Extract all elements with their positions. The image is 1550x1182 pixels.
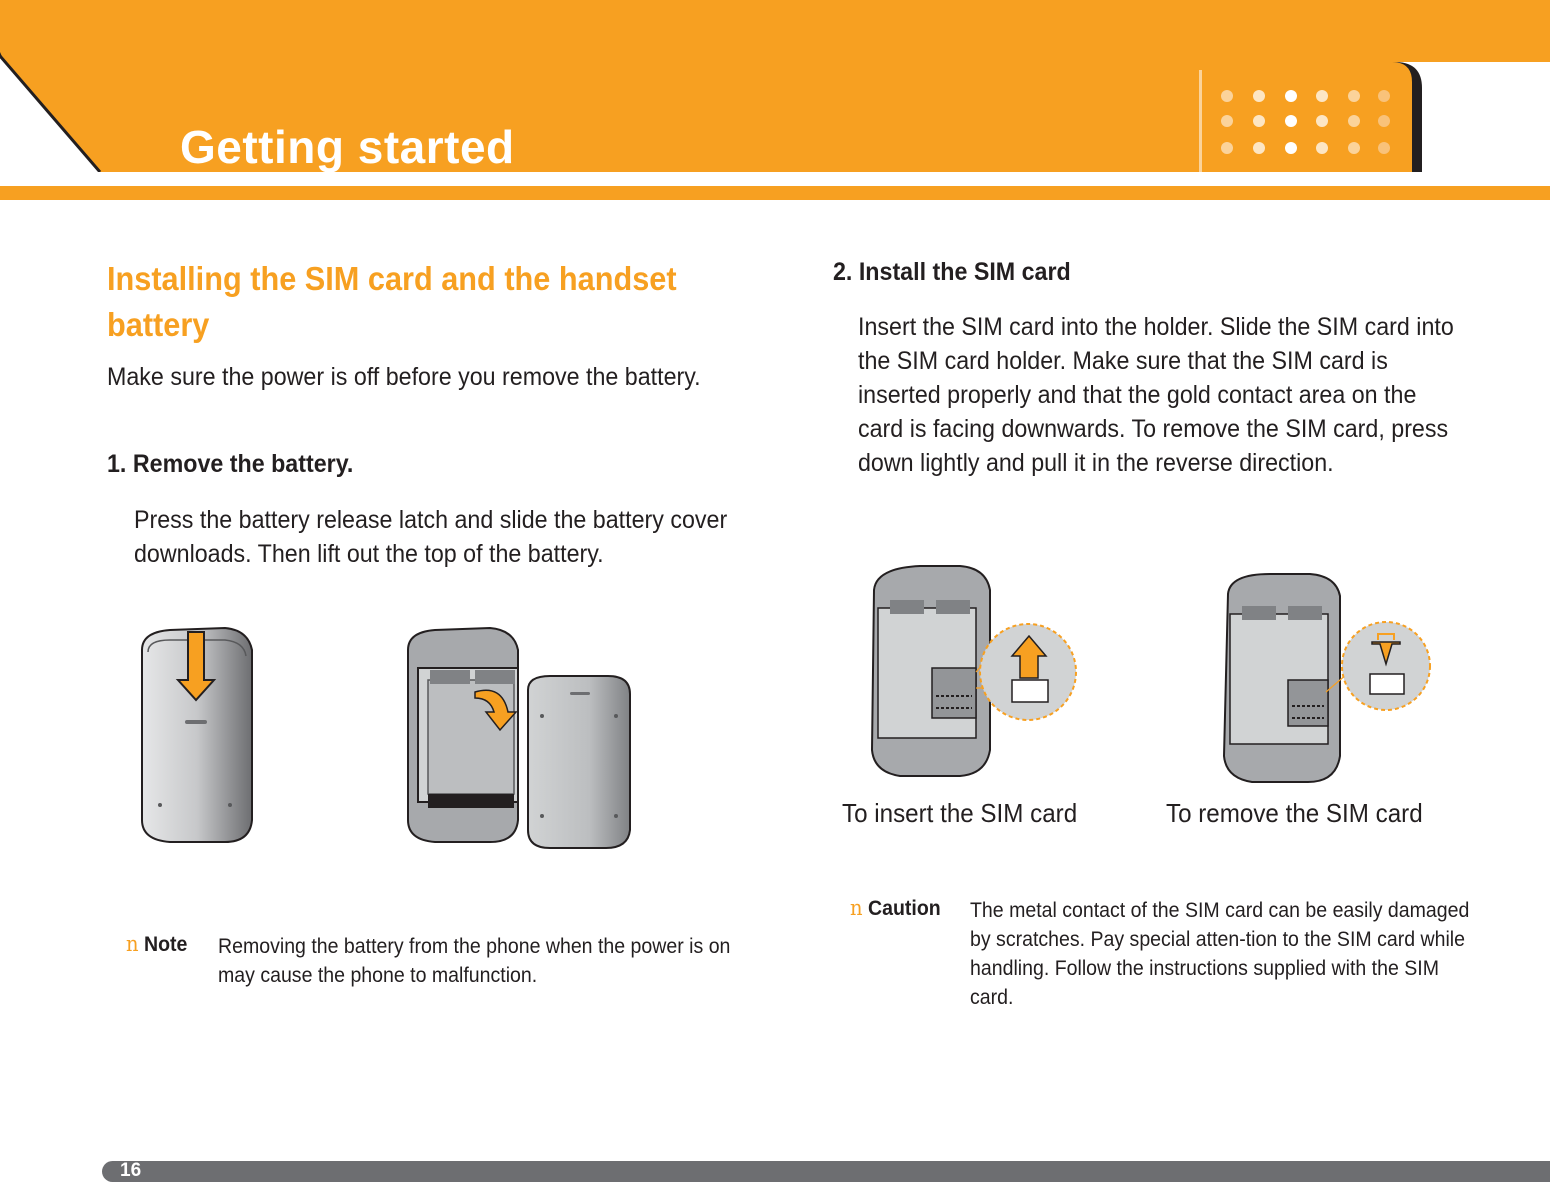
footer-bar bbox=[102, 1161, 1550, 1182]
note-label: Note bbox=[144, 933, 188, 956]
intro-text: Make sure the power is off before you remove the battery. bbox=[107, 363, 701, 391]
phone-battery-exposed-image bbox=[408, 628, 518, 842]
insert-caption: To insert the SIM card bbox=[842, 798, 1078, 828]
step1-text: Press the battery release latch and slide the battery cover downloads. Then lift out the top of the battery. bbox=[134, 506, 728, 568]
page-number: 16 bbox=[120, 1160, 142, 1181]
note-text: Removing the battery from the phone when the power is on may cause the phone to malfunction. bbox=[218, 935, 731, 987]
page-title: Getting started bbox=[180, 121, 515, 173]
step2-heading: 2. Install the SIM card bbox=[833, 258, 1071, 286]
battery-cover-image bbox=[528, 676, 630, 848]
sim-insert-image bbox=[872, 566, 1076, 776]
caution-label: Caution bbox=[868, 897, 941, 920]
step1-heading: 1. Remove the battery. bbox=[107, 450, 354, 478]
sim-remove-image bbox=[1224, 574, 1430, 782]
caution-text: The metal contact of the SIM card can be easily damaged by scratches. Pay special atten-tion to the SIM card while handling. Follow the instructions supplied with the SIM card. bbox=[970, 899, 1470, 1009]
phone-back-cover-image bbox=[142, 628, 252, 842]
battery-removal-illustration bbox=[130, 620, 650, 860]
caution-block bbox=[850, 894, 971, 923]
note-bullet: n bbox=[126, 932, 139, 956]
step2-text: Insert the SIM card into the holder. Slide the SIM card into the SIM card holder. Make sure that the SIM card is inserted properly and that the gold contact area on the card is facing downwards. To remove the SIM card, press down lightly and pull it in the reverse direction. bbox=[858, 313, 1454, 477]
remove-caption: To remove the SIM card bbox=[1166, 798, 1423, 828]
sim-illustration bbox=[860, 560, 1460, 790]
section-heading: Installing the SIM card and the handset battery bbox=[107, 260, 677, 343]
caution-bullet: n bbox=[850, 896, 863, 920]
